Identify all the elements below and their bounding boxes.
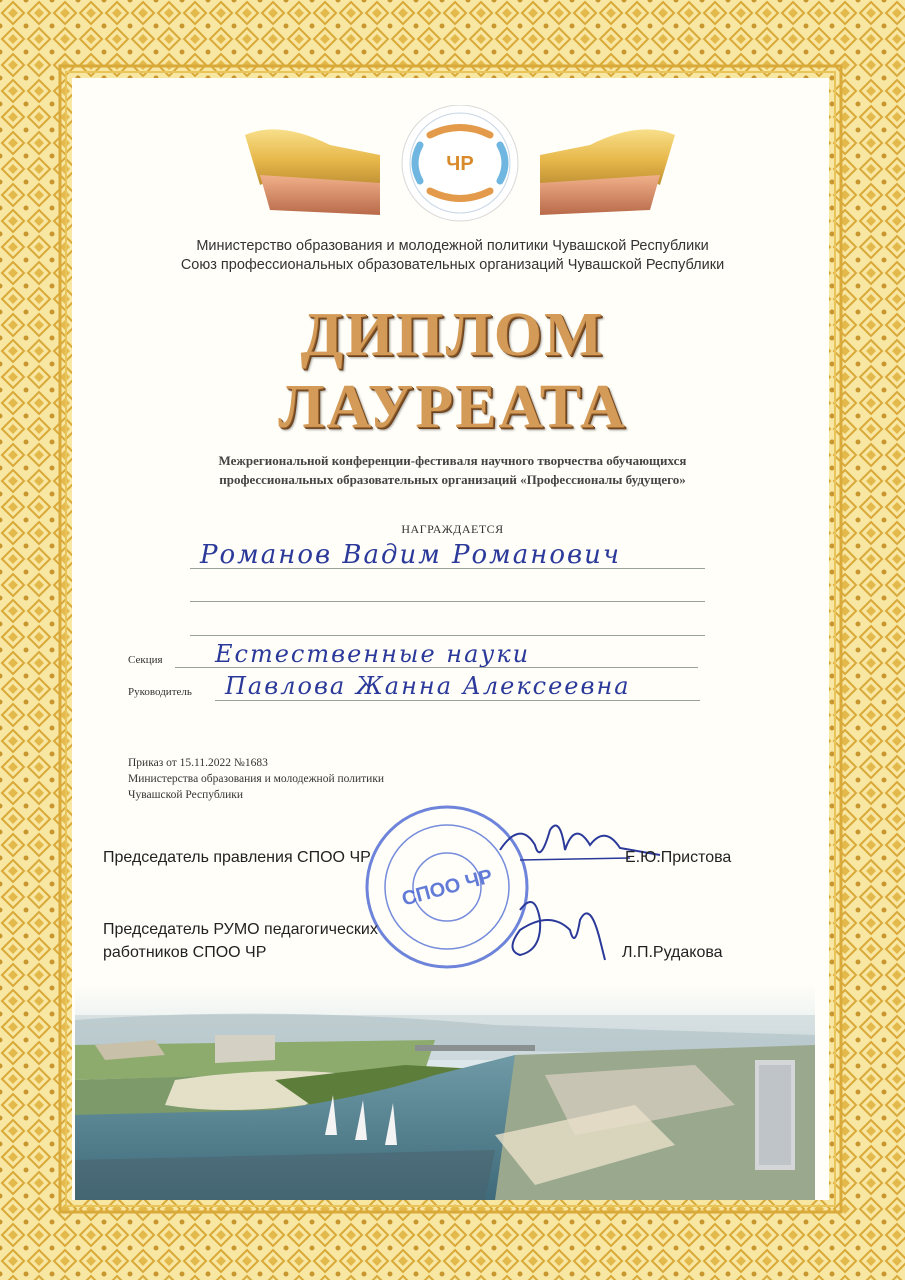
signatory-2-title-line-2: работников СПОО ЧР xyxy=(103,944,267,961)
blank-line-2 xyxy=(190,635,705,636)
organization-1: Министерство образования и молодежной политики Чувашской Республики xyxy=(196,238,709,254)
stamp-text: СПОО ЧР xyxy=(399,865,495,911)
signatory-2-name: Л.П.Рудакова xyxy=(622,944,723,961)
section-underline xyxy=(175,667,698,668)
event-line-2: профессиональных образовательных организаций «Профессионалы будущего» xyxy=(219,472,686,487)
event-line-1: Межрегиональной конференции-фестиваля научного творчества обучающихся xyxy=(218,453,687,468)
emblem-text: ЧР xyxy=(446,153,474,175)
name-underline xyxy=(190,568,705,569)
diploma-title-line-2: ЛАУРЕАТА xyxy=(278,373,627,441)
blank-line-1 xyxy=(190,601,705,602)
signatory-2-title-line-1: Председатель РУМО педагогических xyxy=(103,921,378,938)
signatory-1-title: Председатель правления СПОО ЧР xyxy=(103,849,371,866)
leader-value: Павлова Жанна Алексеевна xyxy=(225,672,631,700)
leader-label: Руководитель xyxy=(128,686,192,698)
organization-2: Союз профессиональных образовательных организаций Чувашской Республики xyxy=(180,257,725,273)
awarded-label: НАГРАЖДАЕТСЯ xyxy=(401,522,504,536)
section-value: Естественные науки xyxy=(215,640,531,668)
diploma-title-line-1: ДИПЛОМ xyxy=(300,301,605,369)
order-line-2: Министерства образования и молодежной политики xyxy=(128,773,385,785)
leader-underline xyxy=(215,700,700,701)
signatory-1-name: Е.Ю.Пристова xyxy=(625,849,732,866)
section-label: Секция xyxy=(128,654,163,666)
city-panorama-image xyxy=(75,985,815,1200)
emblem-logo xyxy=(240,105,680,225)
recipient-name: Романов Вадим Романович xyxy=(200,540,622,570)
order-line-3: Чувашской Республики xyxy=(128,789,244,801)
order-line-1: Приказ от 15.11.2022 №1683 xyxy=(128,757,268,769)
